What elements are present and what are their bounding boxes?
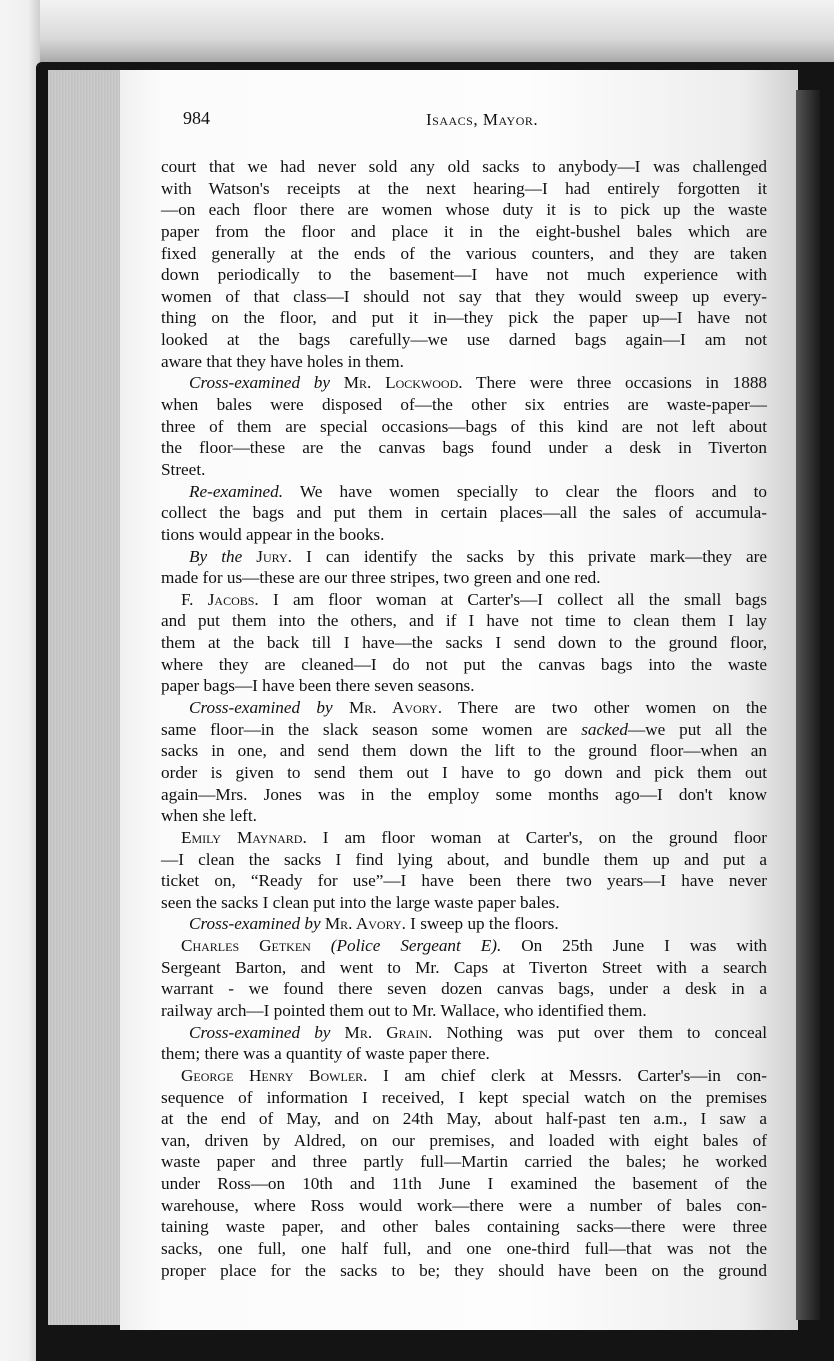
text-line xyxy=(161,1108,767,1130)
text-run: By the xyxy=(189,546,243,566)
text-run: Sergeant Barton, and went to Mr. Caps at Tiverton Street with a search xyxy=(161,957,767,977)
text-run: the floor—these are the canvas bags found under a desk in Tiverton xyxy=(161,438,767,458)
text-line xyxy=(161,1022,767,1044)
text-run: van, driven by Aldred, on our premises, and loaded with eight bales of xyxy=(161,1130,767,1150)
text-line xyxy=(161,892,767,914)
text-run: I sweep up the floors. xyxy=(405,914,559,934)
text-run: railway arch—I pointed them out to Mr. Wallace, who identified them. xyxy=(161,1000,647,1020)
text-run: sequence of information I received, I kept special watch on the premises xyxy=(161,1087,767,1107)
text-run: sacks, one full, one half full, and one one-third full—that was not the xyxy=(161,1239,767,1259)
text-run: I am chief clerk at Messrs. Carter's—in con- xyxy=(367,1065,767,1085)
text-run: three of them are special occasions—bags of this kind are not left about xyxy=(161,416,767,436)
text-run: —on each floor there are women whose duty it is to pick up the waste xyxy=(161,200,767,220)
text-line xyxy=(161,372,767,394)
scanner-background-top xyxy=(0,0,834,70)
text-run: paper bags—I have been there seven seasons. xyxy=(161,676,475,696)
text-run: Cross-examined by xyxy=(189,914,321,934)
text-run: Mr. Avory. xyxy=(320,914,406,934)
text-line xyxy=(161,156,767,178)
text-run: Charles Getken xyxy=(181,936,311,956)
text-run: seen the sacks I clean put into the large waste paper bales. xyxy=(161,892,560,912)
text-line xyxy=(161,805,767,827)
text-line xyxy=(161,935,767,957)
text-line xyxy=(161,1087,767,1109)
text-run: (Police Sergeant E). xyxy=(310,936,502,956)
text-run: when she left. xyxy=(161,806,257,826)
text-run: sacked xyxy=(567,719,629,739)
text-line xyxy=(161,1130,767,1152)
text-line xyxy=(161,913,767,935)
text-line xyxy=(161,632,767,654)
text-run: There were three occasions in 1888 xyxy=(462,373,768,393)
text-run: F. Jacobs. xyxy=(181,589,259,609)
text-line xyxy=(161,654,767,676)
text-line xyxy=(161,1151,767,1173)
text-line xyxy=(161,740,767,762)
page-header xyxy=(183,108,743,138)
text-run: waste paper and three partly full—Martin carried the bales; he worked xyxy=(161,1152,767,1172)
text-run: Mr. Lockwood. xyxy=(330,373,463,393)
text-run: aware that they have holes in them. xyxy=(161,351,404,371)
text-line xyxy=(161,1238,767,1260)
text-run: fixed generally at the ends of the various counters, and they are taken xyxy=(161,243,767,263)
text-line xyxy=(161,394,767,416)
text-run: them; there was a quantity of waste paper there. xyxy=(161,1044,490,1064)
text-line xyxy=(161,502,767,524)
text-run: I am floor woman at Carter's, on the ground floor xyxy=(306,827,767,847)
text-run: women of that class—I should not say that they would sweep up every- xyxy=(161,286,767,306)
text-line xyxy=(161,762,767,784)
text-run: Nothing was put over them to conceal xyxy=(432,1022,767,1042)
text-line xyxy=(161,697,767,719)
text-run: taining waste paper, and other bales containing sacks—there were three xyxy=(161,1217,767,1237)
text-line xyxy=(161,459,767,481)
text-run: We have women specially to clear the floors and to xyxy=(283,481,767,501)
text-run: On 25th June I was with xyxy=(501,936,767,956)
text-run: Jury. xyxy=(242,546,292,566)
text-run: Emily Maynard. xyxy=(181,827,307,847)
text-line xyxy=(161,978,767,1000)
text-run: at the end of May, and on 24th May, about half-past ten a.m., I saw a xyxy=(161,1109,767,1129)
text-line xyxy=(161,329,767,351)
text-run: sacks in one, and send them down the lift to the ground floor—when an xyxy=(161,741,767,761)
text-line xyxy=(161,1260,767,1282)
text-line xyxy=(161,351,767,373)
text-run: thing on the floor, and put it in—they pick the paper up—I have not xyxy=(161,308,767,328)
text-run: Street. xyxy=(161,459,206,479)
text-run: paper from the floor and place it in the eight-bushel bales which are xyxy=(161,221,767,241)
text-run: Mr. Avory. xyxy=(332,698,443,718)
text-line xyxy=(161,178,767,200)
text-run: I can identify the sacks by this private mark—they are xyxy=(291,546,767,566)
text-line xyxy=(161,957,767,979)
text-line xyxy=(161,567,767,589)
text-run: again—Mrs. Jones was in the employ some months ago—I don't know xyxy=(161,784,767,804)
text-run: Cross-examined by xyxy=(189,1022,331,1042)
text-run: same floor—in the slack season some women are xyxy=(161,719,568,739)
text-run: under Ross—on 10th and 11th June I examined the basement of the xyxy=(161,1174,767,1194)
text-line xyxy=(161,437,767,459)
text-line xyxy=(161,870,767,892)
text-run: when bales were disposed of—the other six entries are waste-paper— xyxy=(161,395,767,415)
body-text xyxy=(161,156,767,1281)
spine-shadow xyxy=(796,90,820,1320)
text-line xyxy=(161,827,767,849)
text-line xyxy=(161,307,767,329)
page-number: 984 xyxy=(183,108,210,128)
text-run: court that we had never sold any old sacks to anybody—I was challenged xyxy=(161,157,767,176)
text-line xyxy=(161,1065,767,1087)
text-run: Re-examined. xyxy=(189,481,284,501)
text-run: warrant - we found there seven dozen canvas bags, under a desk in a xyxy=(161,979,767,999)
text-line xyxy=(161,719,767,741)
running-title: Isaacs, Mayor. xyxy=(426,110,539,129)
text-run: order is given to send them out I have to go down and pick them out xyxy=(161,762,767,782)
text-run: where they are cleaned—I do not put the canvas bags into the waste xyxy=(161,654,767,674)
text-line xyxy=(161,199,767,221)
scanner-background-left xyxy=(0,0,40,1361)
text-line xyxy=(161,1173,767,1195)
page-edges xyxy=(48,70,124,1325)
text-run: warehouse, where Ross would work—there were a number of bales con- xyxy=(161,1195,767,1215)
text-line xyxy=(161,416,767,438)
text-line xyxy=(161,849,767,871)
text-run: and put them into the others, and if I have not time to clean them I lay xyxy=(161,611,767,631)
text-run: Mr. Grain. xyxy=(330,1022,433,1042)
text-line xyxy=(161,481,767,503)
text-line xyxy=(161,264,767,286)
text-line xyxy=(161,1195,767,1217)
text-line xyxy=(161,589,767,611)
text-run: proper place for the sacks to be; they should have been on the ground xyxy=(161,1260,767,1280)
text-run: —I clean the sacks I find lying about, and bundle them up and put a xyxy=(161,849,767,869)
text-run: Cross-examined by xyxy=(189,373,331,393)
text-run: collect the bags and put them in certain places—all the sales of accumula- xyxy=(161,503,767,523)
text-line xyxy=(161,221,767,243)
text-line xyxy=(161,1000,767,1022)
text-run: —we put all the xyxy=(628,719,767,739)
text-line xyxy=(161,286,767,308)
text-line xyxy=(161,1216,767,1238)
text-run: ticket on, “Ready for use”—I have been there two years—I have never xyxy=(161,871,767,891)
text-run: with Watson's receipts at the next hearing—I had entirely forgotten it xyxy=(161,178,767,198)
text-line xyxy=(161,524,767,546)
text-run: Cross-examined by xyxy=(189,698,333,718)
text-run: down periodically to the basement—I have not much experience with xyxy=(161,265,767,285)
text-line xyxy=(161,784,767,806)
text-line xyxy=(161,546,767,568)
text-run: them at the back till I have—the sacks I send down to the ground floor, xyxy=(161,633,767,653)
text-line xyxy=(161,675,767,697)
text-line xyxy=(161,243,767,265)
text-run: I am floor woman at Carter's—I collect all the small bags xyxy=(258,589,767,609)
text-run: looked at the bags carefully—we use darned bags again—I am not xyxy=(161,330,767,350)
text-run: made for us—these are our three stripes, two green and one red. xyxy=(161,568,601,588)
text-run: There are two other women on the xyxy=(442,698,768,718)
text-run: George Henry Bowler. xyxy=(181,1065,368,1085)
text-run: tions would appear in the books. xyxy=(161,524,385,544)
text-line xyxy=(161,610,767,632)
text-line xyxy=(161,1043,767,1065)
